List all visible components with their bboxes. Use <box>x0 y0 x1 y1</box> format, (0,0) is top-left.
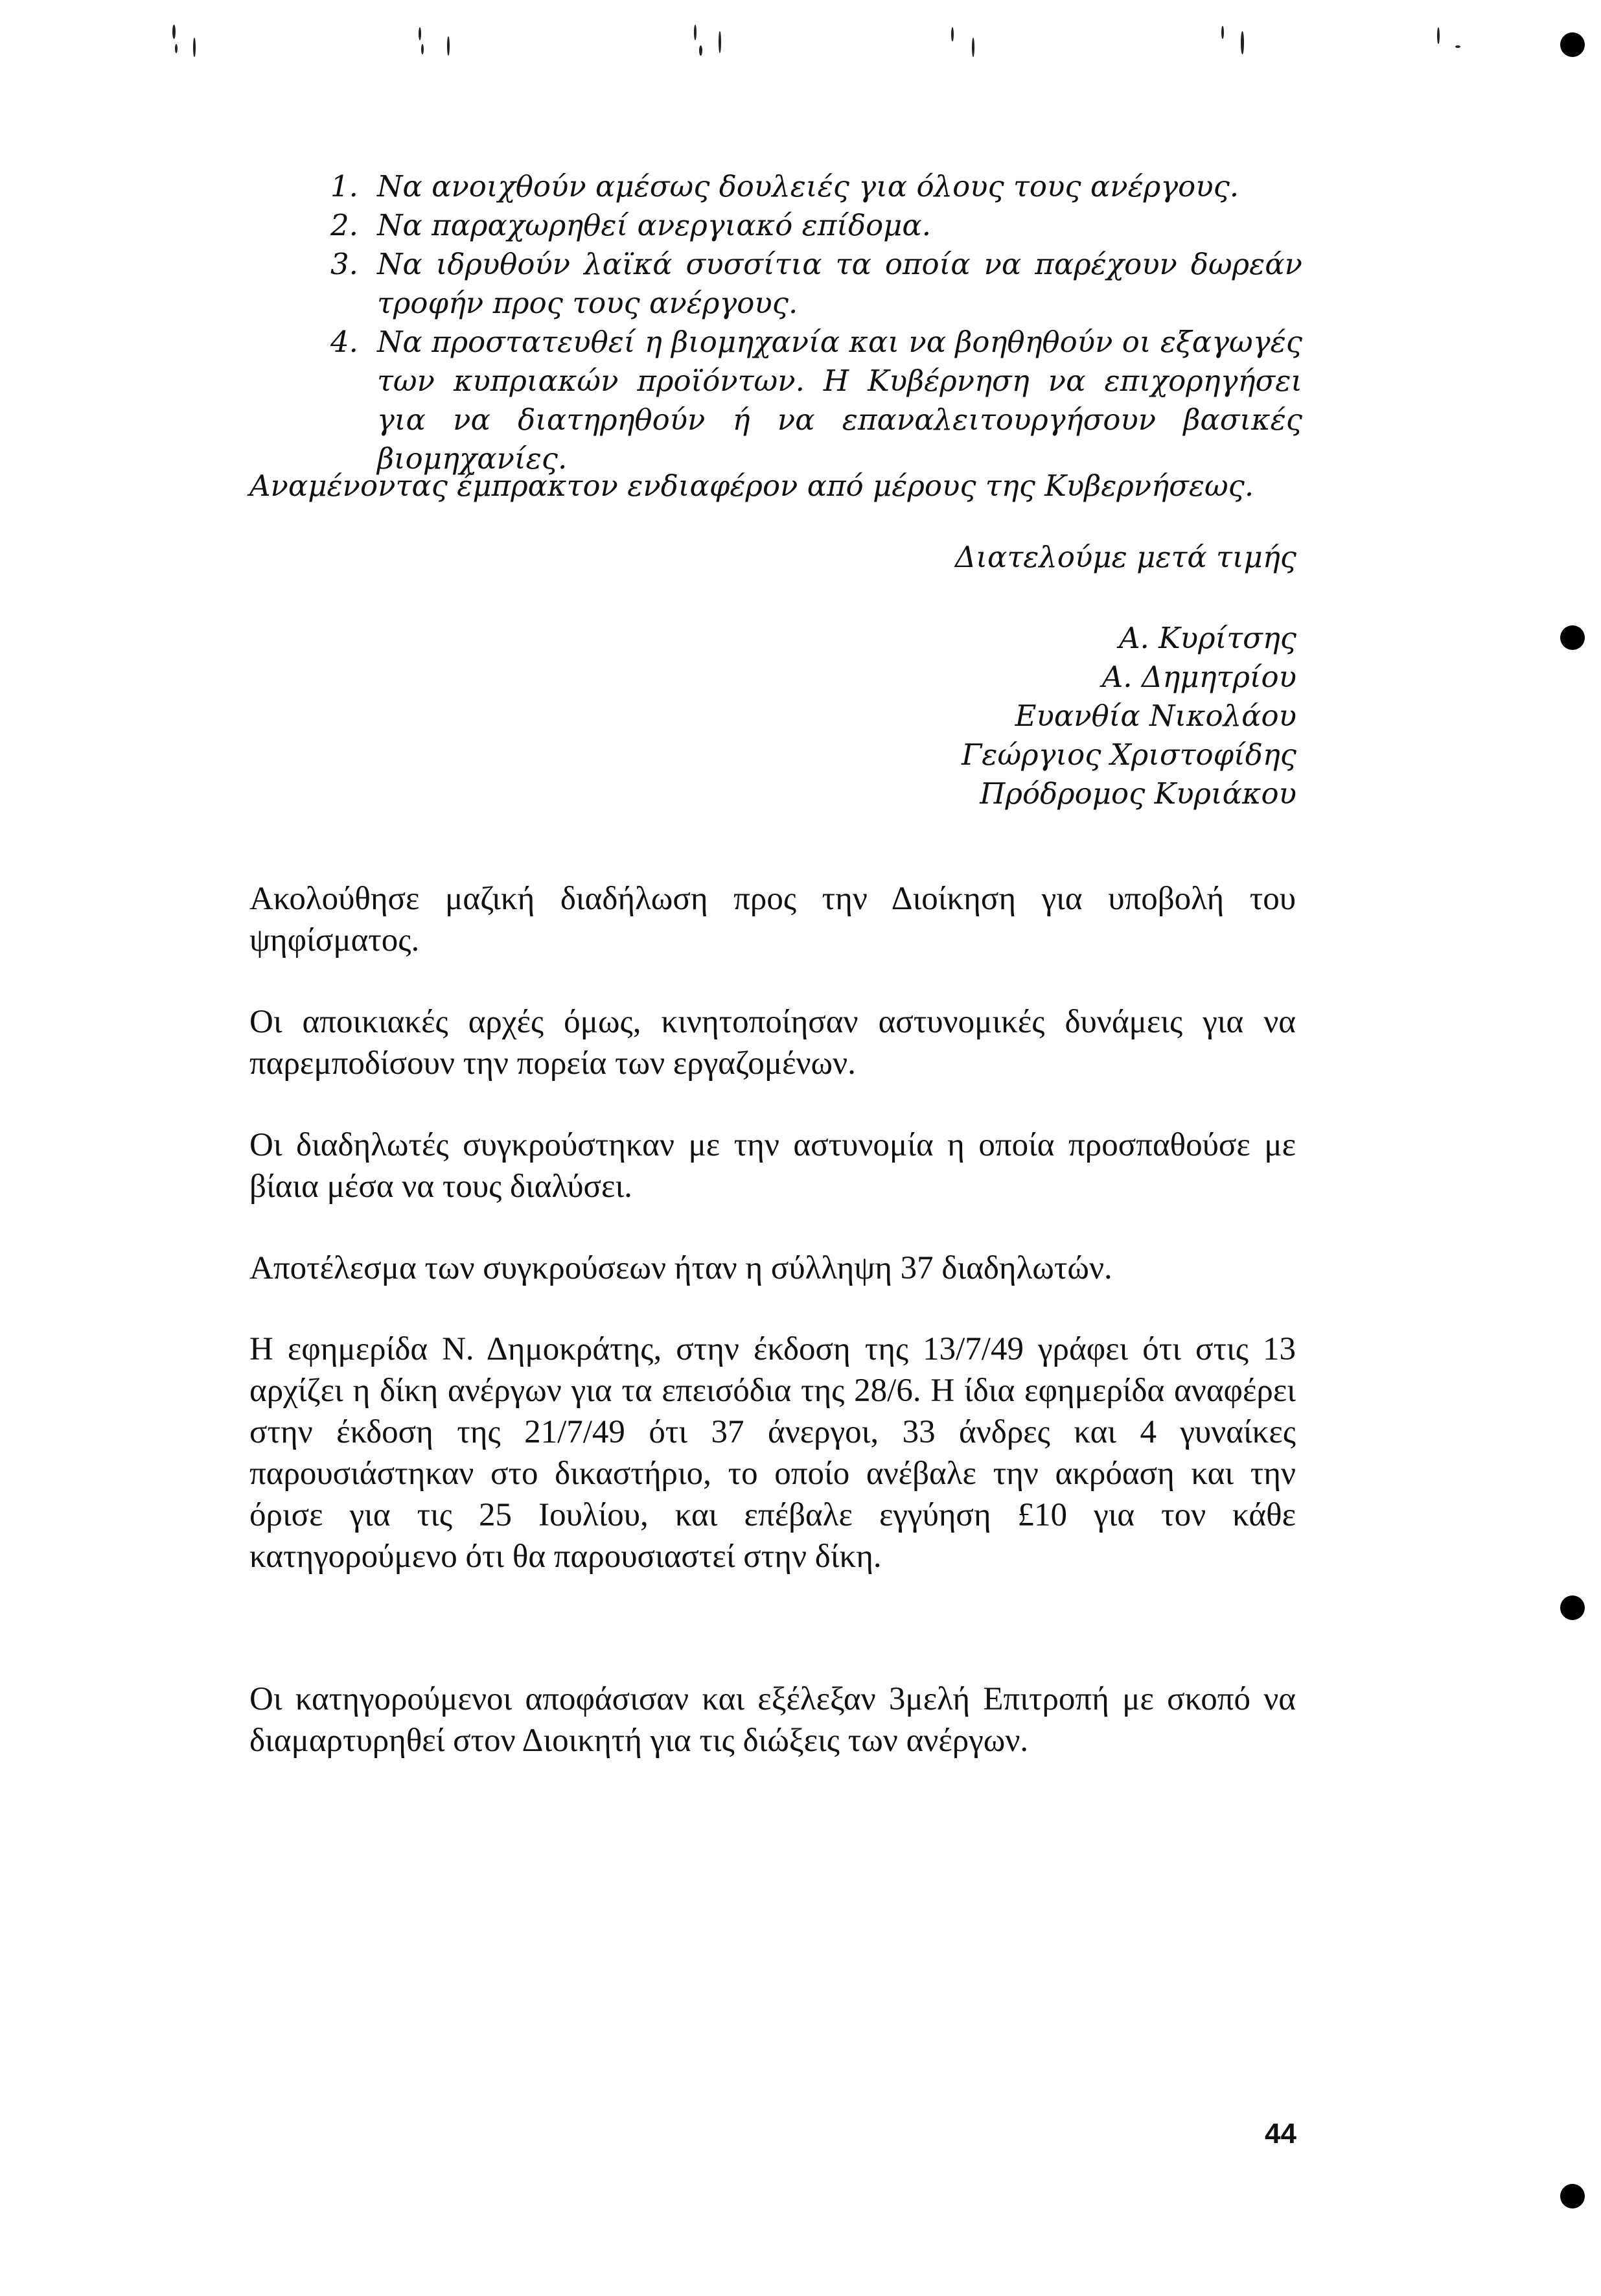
body-paragraph: Ακολούθησε μαζική διαδήλωση προς την Διοίκηση για υποβολή του ψηφίσματος. <box>249 881 1296 958</box>
item-number: 1. <box>330 169 358 203</box>
item-number: 4. <box>330 325 358 359</box>
page-number: 44 <box>1265 2118 1296 2150</box>
body-paragraph: Αποτέλεσμα των συγκρούσεων ήταν η σύλληψη 37 διαδηλωτών. <box>249 1250 1112 1286</box>
scan-speck-decoration <box>415 18 460 76</box>
item-number: 3. <box>330 247 358 281</box>
binder-hole-icon <box>1560 1595 1585 1620</box>
item-text: Να προστατευθεί η βιομηχανία και να βοηθηθούν οι εξαγωγές των κυπριακών προϊόντων. Η Κυβέρνηση να επιχορηγήσει για να διατηρηθούν ή να επαναλειτουργήσουν βασικές βιομηχανίες. <box>377 325 1302 476</box>
binder-hole-icon <box>1560 2184 1585 2209</box>
signatory: Ευανθία Νικολάου <box>1015 699 1296 733</box>
item-text: Να παραχωρηθεί ανεργιακό επίδομα. <box>377 208 932 242</box>
scan-speck-decoration <box>690 18 735 76</box>
list-item <box>330 323 1302 478</box>
signatory: Γεώργιος Χριστοφίδης <box>962 737 1296 772</box>
item-text: Να ιδρυθούν λαϊκά συσσίτια τα οποία να παρέχουν δωρεάν τροφήν προς τους ανέργους. <box>377 247 1302 320</box>
binder-hole-icon <box>1560 625 1585 650</box>
item-number: 2. <box>330 208 358 242</box>
scan-speck-decoration <box>1432 18 1477 76</box>
list-item <box>330 167 1302 206</box>
scan-speck-decoration <box>167 18 213 76</box>
signatory: Α. Δημητρίου <box>1101 660 1296 694</box>
body-paragraph: Οι διαδηλωτές συγκρούστηκαν με την αστυνομία η οποία προσπαθούσε με βίαια μέσα να τους διαλύσει. <box>249 1127 1296 1205</box>
body-paragraph: Οι κατηγορούμενοι αποφάσισαν και εξέλεξαν 3μελή Επιτροπή με σκοπό να διαμαρτυρηθεί στον Διοικητή για τις διώξεις των ανέργων. <box>249 1681 1296 1759</box>
binder-hole-icon <box>1560 32 1585 57</box>
closing-line: Αναμένοντας έμπρακτον ενδιαφέρον από μέρους της Κυβερνήσεως. <box>249 469 1254 503</box>
signatory: Α. Κυρίτσης <box>1119 621 1296 655</box>
demands-list <box>330 167 1302 478</box>
list-item <box>330 245 1302 323</box>
body-paragraph: Η εφημερίδα Ν. Δημοκράτης, στην έκδοση της 13/7/49 γράφει ότι στις 13 αρχίζει η δίκη ανέργων για τα επεισόδια της 28/6. Η ίδια εφημερίδα αναφέρει στην έκδοση της 21/7/49 ότι 37 άνεργοι, 33 άνδρες και 4 γυναίκες παρουσιάστηκαν στο δικαστήριο, το οποίο ανέβαλε την ακρόαση και την όρισε για τις 25 Ιουλίου, και επέβαλε εγγύηση £10 για τον κάθε κατηγορούμενο ότι θα παρουσιαστεί στην δίκη. <box>249 1331 1296 1575</box>
list-item <box>330 206 1302 245</box>
scan-speck-decoration <box>946 18 991 76</box>
signatories-list <box>962 619 1296 813</box>
body-paragraph: Οι αποικιακές αρχές όμως, κινητοποίησαν αστυνομικές δυνάμεις για να παρεμποδίσουν την πορεία των εργαζομένων. <box>249 1004 1296 1082</box>
regards-line: Διατελούμε μετά τιμής <box>954 540 1296 574</box>
signatory: Πρόδρομος Κυριάκου <box>980 776 1296 811</box>
item-text: Να ανοιχθούν αμέσως δουλειές για όλους τους ανέργους. <box>377 169 1239 203</box>
scan-speck-decoration <box>1215 18 1260 76</box>
